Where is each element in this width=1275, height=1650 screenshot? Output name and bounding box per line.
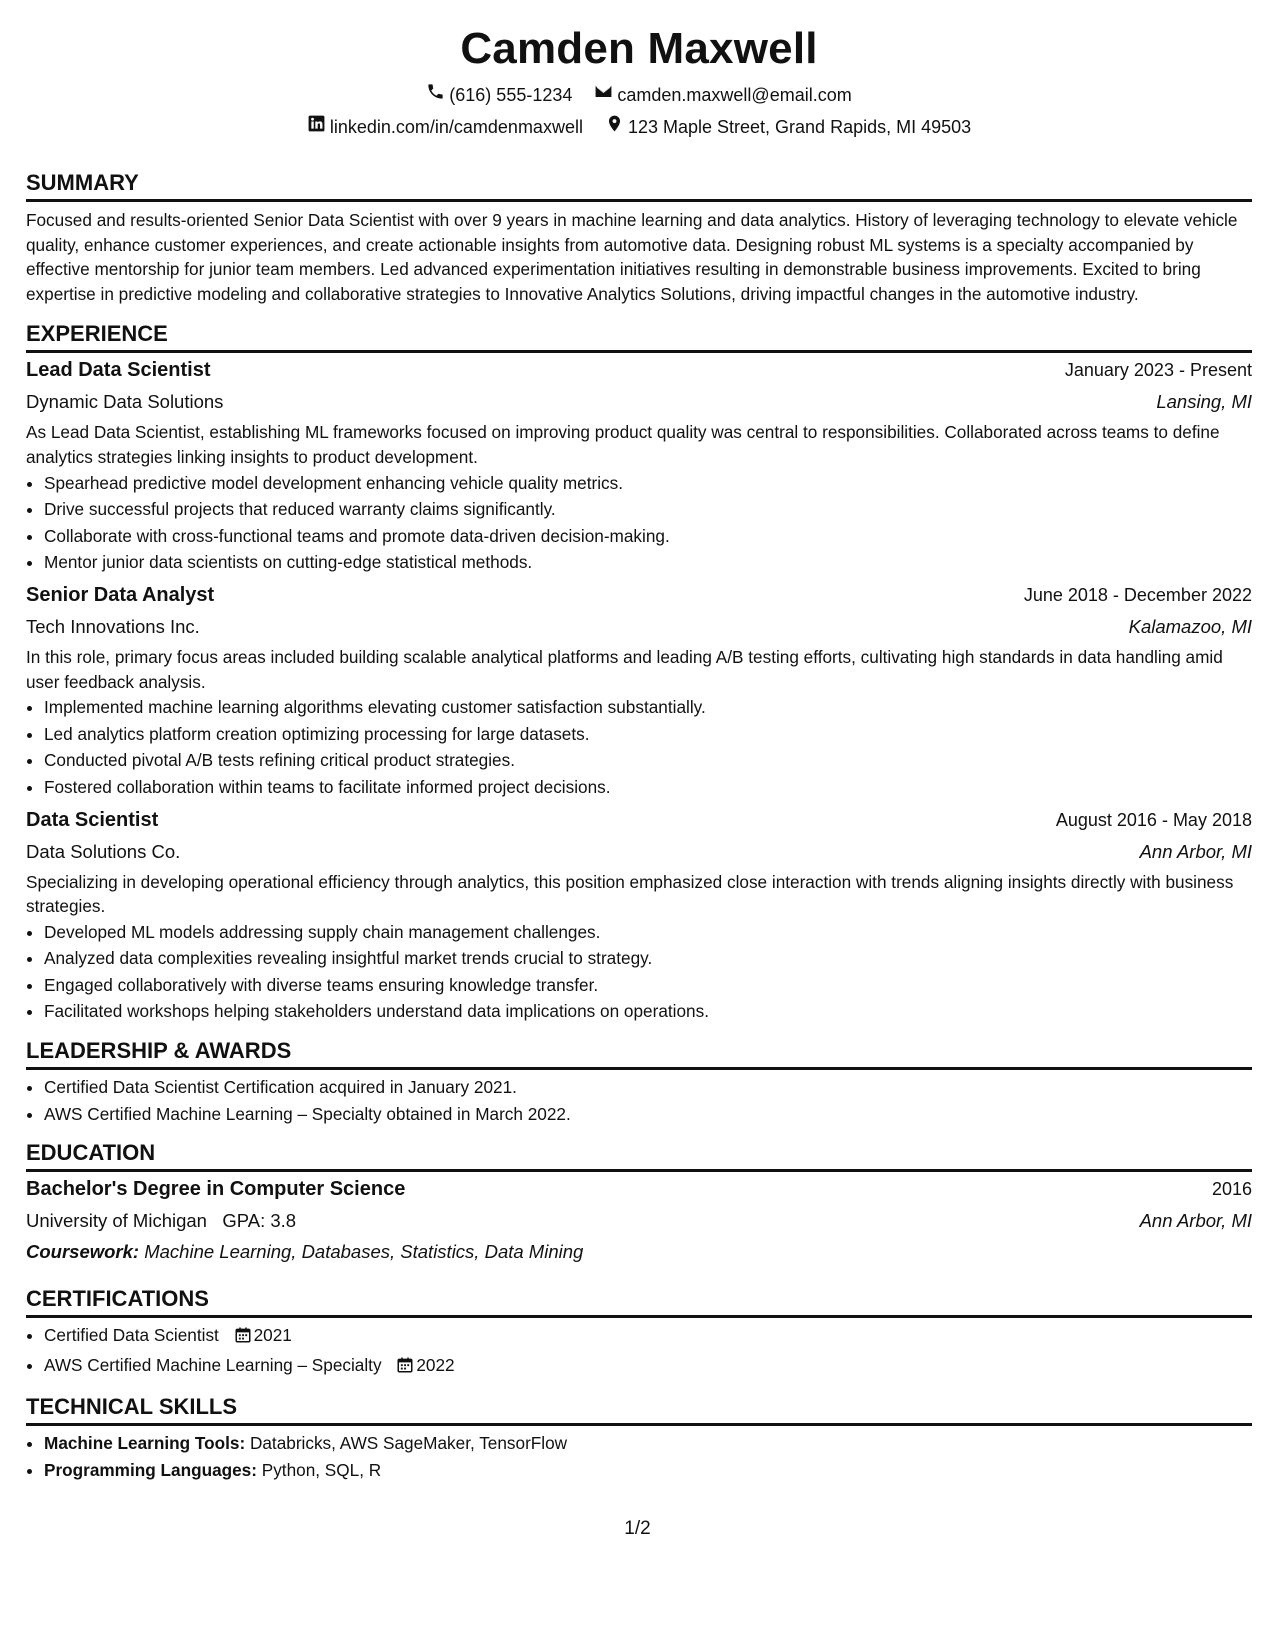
job-title: Senior Data Analyst — [26, 583, 215, 606]
list-item: • Drive successful projects that reduced warranty claims significantly. — [44, 496, 1252, 523]
awards-section — [26, 1037, 1252, 1127]
job-entry — [26, 355, 1252, 576]
list-item: • Implemented machine learning algorithms elevating customer satisfaction substantially. — [44, 694, 1252, 721]
gpa: GPA: 3.8 — [222, 1210, 297, 1232]
linkedin-contact[interactable] — [307, 114, 583, 139]
school-line — [26, 1205, 296, 1236]
email-text[interactable]: camden.maxwell@email.com — [617, 84, 852, 105]
skill-value: Databricks, AWS SageMaker, TensorFlow — [249, 1433, 568, 1454]
list-item: • Led analytics platform creation optimizing processing for large datasets. — [44, 721, 1252, 748]
job-bullets — [26, 694, 1252, 800]
phone-contact — [426, 82, 572, 107]
contact-row-1 — [26, 82, 1252, 107]
skill-label: Programming Languages: — [44, 1460, 257, 1481]
job-entry — [26, 805, 1252, 1026]
job-bullets — [26, 919, 1252, 1025]
section-title-experience: EXPERIENCE — [26, 320, 1252, 353]
list-item: • Spearhead predictive model development enhancing vehicle quality metrics. — [44, 470, 1252, 497]
certification-year: 2022 — [416, 1354, 455, 1375]
job-company: Data Solutions Co. — [26, 840, 181, 862]
list-item: • Engaged collaboratively with diverse teams ensuring knowledge transfer. — [44, 972, 1252, 999]
job-bullets — [26, 470, 1252, 576]
list-item: • Fostered collaboration within teams to facilitate informed project decisions. — [44, 774, 1252, 801]
summary-text: Focused and results-oriented Senior Data Scientist with over 9 years in machine learning and data analytics. History of leveraging technology to elevate vehicle quality, enhance customer experiences, and create actionable insights from automotive data. Designing robust ML systems is a specialty accompanied by effective mentorship for junior team members. Led advanced experimentation initiatives resulting in demonstrable business improvements. Excited to bring expertise in predictive modeling and collaborative strategies to Innovative Analytics Solutions, driving impactful changes in the automotive industry. — [26, 210, 1238, 304]
job-description: Specializing in developing operational efficiency through analytics, this position emphasized close interaction with trends aligning insights directly with business strategies. — [26, 871, 1234, 917]
map-pin-icon — [605, 114, 624, 139]
degree-title: Bachelor's Degree in Computer Science — [26, 1178, 406, 1201]
list-item — [44, 1352, 1252, 1382]
calendar-icon — [396, 1355, 414, 1382]
skill-value: Python, SQL, R — [261, 1460, 382, 1481]
list-item: • Facilitated workshops helping stakeholders understand data implications on operations. — [44, 998, 1252, 1025]
job-title: Data Scientist — [26, 808, 159, 831]
certifications-section — [26, 1285, 1252, 1381]
job-location: Kalamazoo, MI — [1128, 615, 1252, 637]
list-item — [44, 1430, 1252, 1457]
coursework — [26, 1236, 1252, 1267]
job-company: Dynamic Data Solutions — [26, 391, 224, 413]
list-item: • Certified Data Scientist Certification acquired in January 2021. — [44, 1074, 1252, 1101]
section-title-education: EDUCATION — [26, 1139, 1252, 1172]
job-company: Tech Innovations Inc. — [26, 615, 200, 637]
address-contact — [605, 114, 971, 139]
coursework-label: Coursework: — [26, 1241, 140, 1263]
section-title-summary: SUMMARY — [26, 169, 1252, 202]
list-item — [44, 1322, 1252, 1352]
address-text: 123 Maple Street, Grand Rapids, MI 49503 — [627, 116, 972, 137]
phone-text: (616) 555-1234 — [449, 84, 573, 105]
job-entry — [26, 580, 1252, 801]
list-item: • Mentor junior data scientists on cutting-edge statistical methods. — [44, 549, 1252, 576]
coursework-list: Machine Learning, Databases, Statistics, Data Mining — [144, 1241, 584, 1263]
awards-list — [26, 1074, 1252, 1127]
list-item: • Conducted pivotal A/B tests refining critical product strategies. — [44, 747, 1252, 774]
skills-list — [26, 1430, 1252, 1483]
resume-page — [26, 0, 1252, 1484]
job-title: Lead Data Scientist — [26, 359, 211, 382]
list-item: • Developed ML models addressing supply chain management challenges. — [44, 919, 1252, 946]
section-title-skills: TECHNICAL SKILLS — [26, 1393, 1252, 1426]
skills-section — [26, 1393, 1252, 1483]
calendar-icon — [234, 1325, 252, 1352]
job-location: Lansing, MI — [1156, 391, 1252, 413]
skill-label: Machine Learning Tools: — [44, 1433, 246, 1454]
experience-section — [26, 320, 1252, 1025]
job-dates: June 2018 - December 2022 — [1023, 584, 1252, 605]
certification-year: 2021 — [253, 1325, 292, 1346]
section-title-awards: LEADERSHIP & AWARDS — [26, 1037, 1252, 1070]
candidate-name: Camden Maxwell — [460, 24, 818, 73]
school-location: Ann Arbor, MI — [1139, 1210, 1252, 1232]
list-item: • AWS Certified Machine Learning – Specialty obtained in March 2022. — [44, 1101, 1252, 1128]
job-location: Ann Arbor, MI — [1139, 840, 1252, 862]
contact-row-2 — [26, 114, 1252, 139]
education-section — [26, 1139, 1252, 1267]
list-item: • Analyzed data complexities revealing insightful market trends crucial to strategy. — [44, 945, 1252, 972]
certifications-list — [26, 1322, 1252, 1381]
list-item — [44, 1457, 1252, 1484]
page-number: 1/2 — [624, 1518, 651, 1539]
job-description: In this role, primary focus areas included building scalable analytical platforms and leading A/B testing efforts, cultivating high standards in data handling amid user feedback analysis. — [26, 646, 1223, 692]
job-dates: August 2016 - May 2018 — [1055, 809, 1252, 830]
graduation-year: 2016 — [1211, 1179, 1252, 1200]
linkedin-icon — [307, 114, 326, 139]
section-title-certifications: CERTIFICATIONS — [26, 1285, 1252, 1318]
email-contact[interactable] — [594, 82, 851, 107]
phone-icon — [426, 82, 445, 107]
certification-name: AWS Certified Machine Learning – Specialty — [44, 1354, 382, 1375]
job-description: As Lead Data Scientist, establishing ML frameworks focused on improving product quality was central to responsibilities. Collaborated across teams to define analytics strategies linking insights to product development. — [26, 422, 1220, 467]
envelope-icon — [594, 82, 613, 107]
certification-name: Certified Data Scientist — [44, 1325, 219, 1346]
list-item: • Collaborate with cross-functional teams and promote data-driven decision-making. — [44, 523, 1252, 550]
linkedin-text[interactable]: linkedin.com/in/camdenmaxwell — [329, 116, 583, 137]
job-dates: January 2023 - Present — [1064, 360, 1252, 381]
school-name: University of Michigan — [26, 1210, 207, 1232]
summary-section — [26, 169, 1252, 306]
